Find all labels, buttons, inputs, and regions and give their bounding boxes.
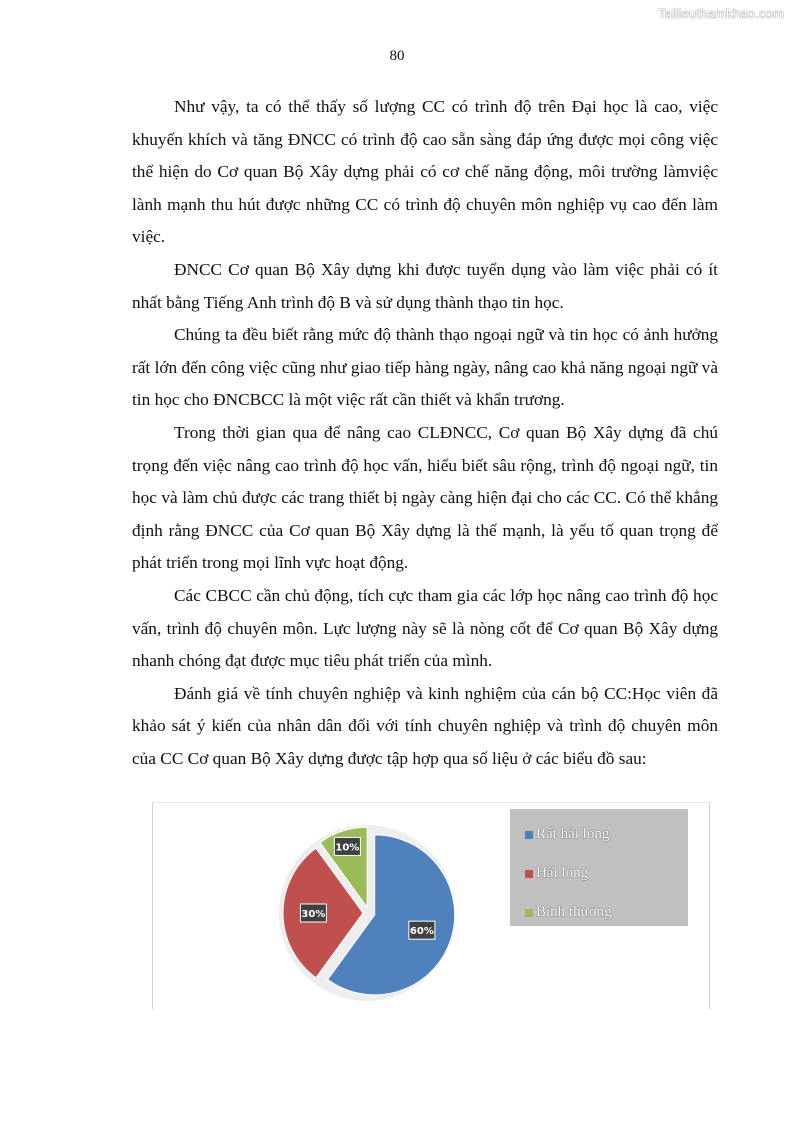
legend-swatch [525, 870, 533, 878]
legend-swatch [525, 909, 533, 917]
pie-chart [152, 802, 710, 1009]
paragraph-2: ĐNCC Cơ quan Bộ Xây dựng khi được tuyển dụng vào làm việc phải có ít nhất bằng Tiếng Anh trình độ B và sử dụng thành thạo tin học. [132, 259, 718, 312]
paragraph-6: Đánh giá về tính chuyên nghiệp và kinh nghiệm của cán bộ CC:Học viên đã khảo sát ý kiến của nhân dân đối với tính chuyên nghiệp và trình độ chuyên môn của CC Cơ quan Bộ Xây dựng được tập hợp qua số liệu ở các biểu đồ sau: [132, 683, 718, 768]
pie-data-label [334, 837, 360, 855]
paragraph-5: Các CBCC cần chủ động, tích cực tham gia các lớp học nâng cao trình độ học vấn, trình độ chuyên môn. Lực lượng này sẽ là nòng cốt để Cơ quan Bộ Xây dựng nhanh chóng đạt được mục tiêu phát triển của mình. [132, 585, 718, 671]
legend-label: Rất hài lòng [536, 826, 610, 842]
svg-text:30%: 30% [301, 909, 326, 920]
svg-text:60%: 60% [409, 926, 434, 938]
pie-data-label [409, 921, 435, 939]
paragraph-4: Trong thời gian qua để nâng cao CLĐNCC, Cơ quan Bộ Xây dựng đã chú trọng đến việc nâng cao trình độ học vấn, hiểu biết sâu rộng, trình độ ngoại ngữ, tin học và làm chủ được các trang thiết bị ngày càng hiện đại cho các CC. Có thể khẳng định rằng ĐNCC của Cơ quan Bộ Xây dựng là thế mạnh, là yếu tố quan trọng để phát triển trong mọi lĩnh vực hoạt động. [132, 422, 718, 573]
legend-label: Hài lòng [536, 865, 589, 881]
body-text [132, 91, 718, 775]
legend-item-rat-hai-long [525, 826, 609, 843]
paragraph-1: Như vậy, ta có thể thấy số lượng CC có trình độ trên Đại học là cao, việc khuyến khích và tăng ĐNCC có trình độ cao sẵn sàng đáp ứng được mọi công việc thể hiện do Cơ quan Bộ Xây dựng phải có cơ chế năng động, môi trường làmviệc lành mạnh thu hút được những CC có trình độ chuyên môn nghiệp vụ cao đến làm việc. [132, 97, 718, 247]
legend-item-binh-thuong [525, 904, 612, 921]
svg-text:10%: 10% [335, 842, 360, 854]
paragraph-3: Chúng ta đều biết rằng mức độ thành thạo ngoại ngữ và tin học có ảnh hưởng rất lớn đến công việc cũng như giao tiếp hàng ngày, nâng cao khả năng ngoại ngữ và tin học cho ĐNCBCC là một việc rất cần thiết và khẩn trương. [132, 325, 718, 410]
watermark: Tailieuthamkhao.com [658, 6, 784, 21]
legend-item-hai-long [525, 865, 588, 882]
page-number: 80 [389, 48, 405, 64]
legend-label: Bình thường [536, 904, 612, 920]
chart-legend [510, 809, 688, 926]
legend-swatch [525, 831, 533, 839]
pie-data-label [300, 904, 326, 922]
